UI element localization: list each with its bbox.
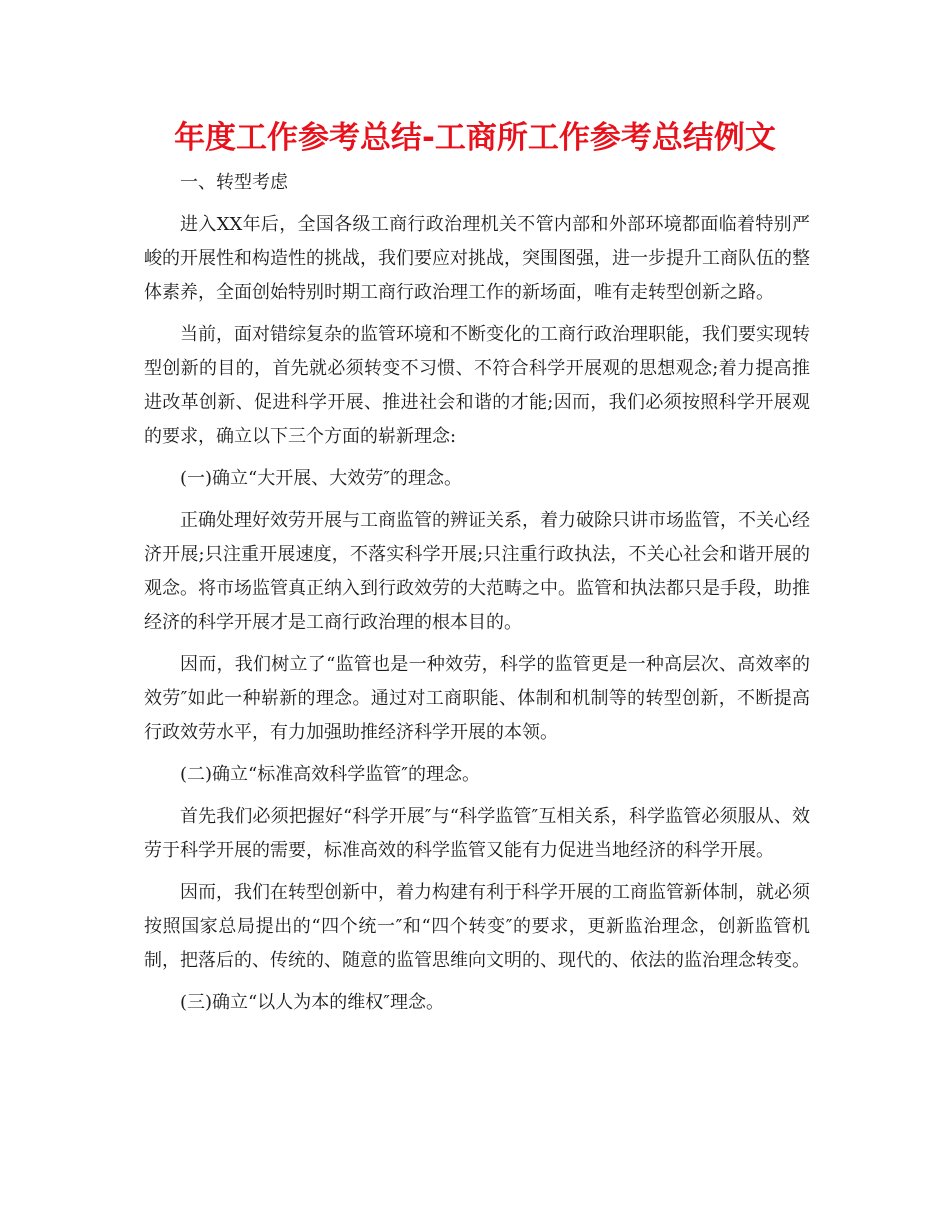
- subheading-3: (三)确立“以人为本的维权″理念。: [180, 992, 444, 1013]
- paragraph-2: 当前，面对错综复杂的监管环境和不断变化的工商行政治理职能，我们要实现转型创新的目的，首先就必须转变不习惯、不符合科学开展观的思想观念;着力提高推进改革创新、促进科学开展、推进社会和谐的才能;因而，我们必须按照科学开展观的要求，确立以下三个方面的崭新理念:: [144, 324, 810, 447]
- paragraph-6: 因而，我们在转型创新中，着力构建有利于科学开展的工商监管新体制，就必须按照国家总局提出的“四个统一″和“四个转变″的要求，更新监治理念，创新监管机制，把落后的、传统的、随意的监管思维向文明的、现代的、依法的监治理念转变。: [144, 882, 810, 971]
- paragraph-1: 进入XX年后，全国各级工商行政治理机关不管内部和外部环境都面临着特别严峻的开展性和构造性的挑战，我们要应对挑战，突围图强，进一步提升工商队伍的整体素养，全面创始特别时期工商行政治理工作的新场面，唯有走转型创新之路。: [144, 214, 810, 303]
- document-body: [144, 166, 810, 1020]
- paragraph-3: 正确处理好效劳开展与工商监管的辨证关系，着力破除只讲市场监管，不关心经济开展;只注重开展速度，不落实科学开展;只注重行政执法，不关心社会和谐开展的观念。将市场监管真正纳入到行政效劳的大范畴之中。监管和执法都只是手段，助推经济的科学开展才是工商行政治理的根本目的。: [144, 510, 810, 633]
- document-title: 年度工作参考总结-工商所工作参考总结例文: [174, 120, 776, 156]
- section-heading-1: 一、转型考虑: [180, 172, 288, 193]
- subheading-2: (二)确立“标准高效科学监管″的理念。: [180, 764, 480, 785]
- paragraph-4: 因而，我们树立了“监管也是一种效劳，科学的监管更是一种高层次、高效率的效劳″如此一种崭新的理念。通过对工商职能、体制和机制等的转型创新，不断提高行政效劳水平，有力加强助推经济科学开展的本领。: [144, 654, 810, 743]
- paragraph-5: 首先我们必须把握好“科学开展″与“科学监管″互相关系，科学监管必须服从、效劳于科学开展的需要，标准高效的科学监管又能有力促进当地经济的科学开展。: [144, 806, 810, 861]
- subheading-1: (一)确立“大开展、大效劳″的理念。: [180, 468, 462, 489]
